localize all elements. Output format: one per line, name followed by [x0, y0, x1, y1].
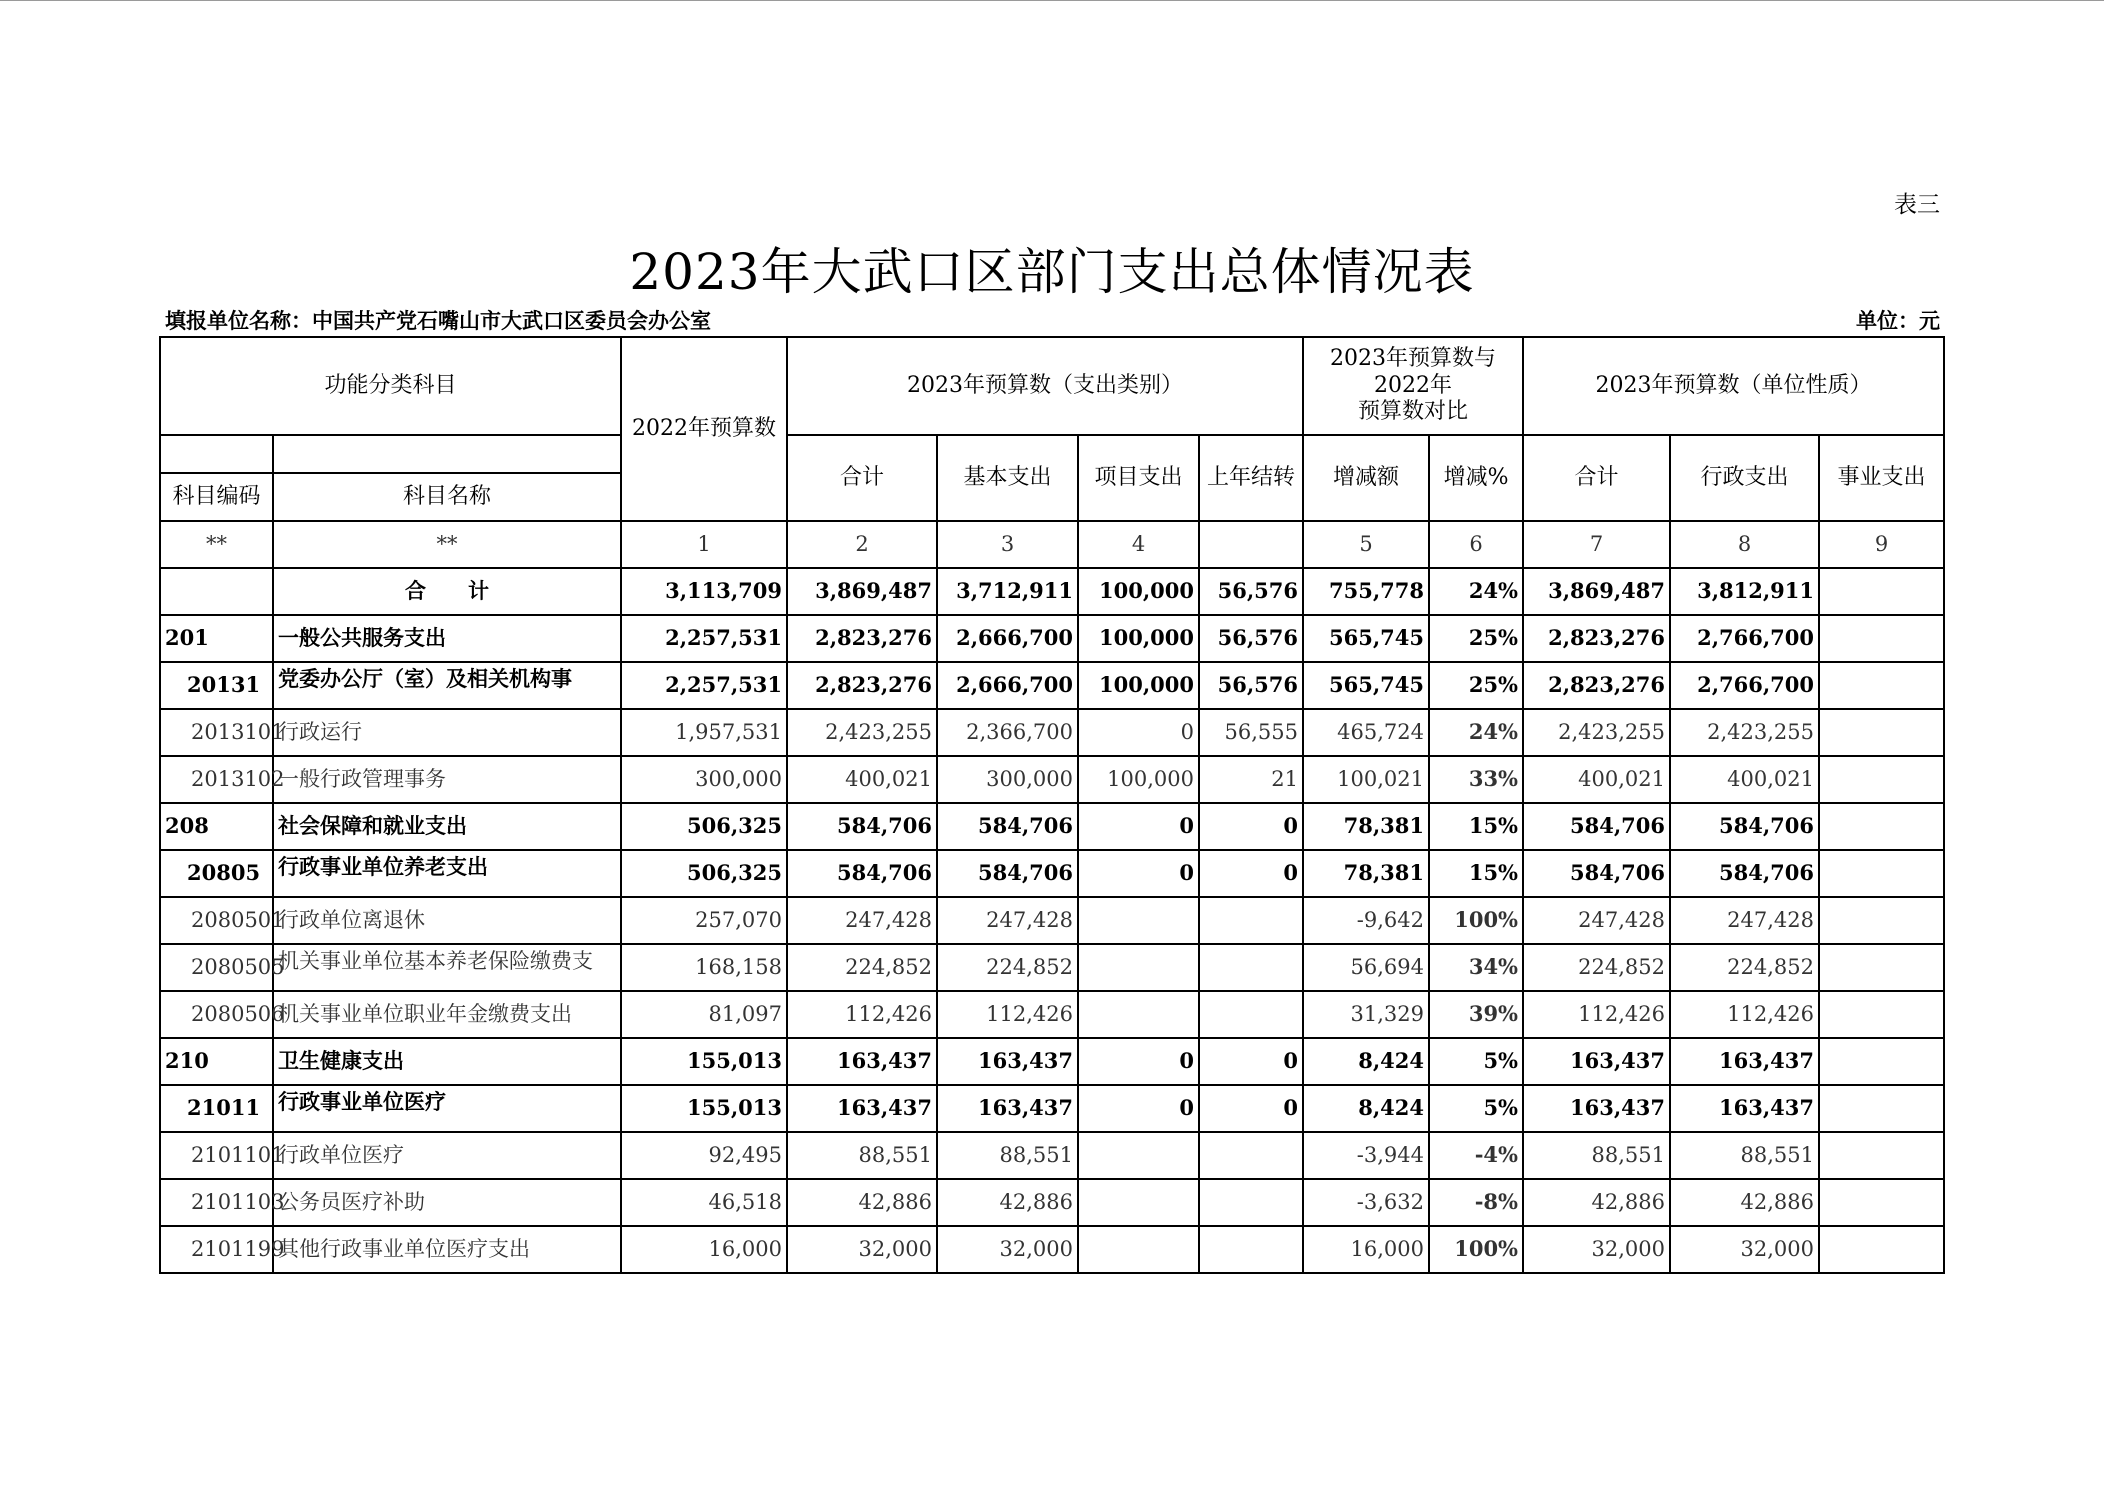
value-cell: 32,000: [1523, 1226, 1670, 1273]
value-cell: [1199, 1179, 1303, 1226]
value-cell: 163,437: [1670, 1085, 1819, 1132]
value-cell: 163,437: [1523, 1038, 1670, 1085]
table-row: [160, 897, 1944, 944]
table-row: [160, 803, 1944, 850]
value-cell: 0: [1078, 850, 1199, 897]
subject-code: 2013102: [160, 756, 273, 803]
subject-name: 社会保障和就业支出: [273, 803, 621, 850]
index-cell: 1: [621, 521, 787, 568]
value-cell: -3,944: [1303, 1132, 1429, 1179]
value-cell: 2,823,276: [787, 662, 937, 709]
subject-code: 2080506: [160, 991, 273, 1038]
value-cell: [1819, 1085, 1944, 1132]
value-cell: 584,706: [787, 803, 937, 850]
page-title: 2023年大武口区部门支出总体情况表: [629, 243, 1475, 301]
subject-name: 机关事业单位职业年金缴费支出: [273, 991, 621, 1038]
value-cell: [1819, 991, 1944, 1038]
header-blank-right: [273, 435, 621, 473]
value-cell: 565,745: [1303, 662, 1429, 709]
value-cell: [1199, 944, 1303, 991]
value-cell: [1078, 1132, 1199, 1179]
value-cell: 100,000: [1078, 615, 1199, 662]
value-cell: 56,576: [1199, 662, 1303, 709]
value-cell: 2,257,531: [621, 615, 787, 662]
value-cell: 257,070: [621, 897, 787, 944]
value-cell: [1819, 709, 1944, 756]
value-cell: 163,437: [1523, 1085, 1670, 1132]
value-cell: [1819, 850, 1944, 897]
table-row: [160, 1132, 1944, 1179]
value-cell: 31,329: [1303, 991, 1429, 1038]
value-cell: [1819, 1179, 1944, 1226]
value-cell: 2,366,700: [937, 709, 1078, 756]
table-row: [160, 1179, 1944, 1226]
value-cell: 42,886: [1670, 1179, 1819, 1226]
value-cell: 0: [1199, 1085, 1303, 1132]
value-cell: 584,706: [1523, 850, 1670, 897]
table-row: [160, 756, 1944, 803]
total-row-value: 3,712,911: [937, 568, 1078, 615]
value-cell: 15%: [1429, 850, 1523, 897]
value-cell: 163,437: [937, 1085, 1078, 1132]
value-cell: -8%: [1429, 1179, 1523, 1226]
total-row-code: [160, 568, 273, 615]
subject-code: 2013101: [160, 709, 273, 756]
value-cell: 0: [1199, 850, 1303, 897]
header-admin: 行政支出: [1670, 435, 1819, 521]
value-cell: [1199, 991, 1303, 1038]
currency-unit: 单位：元: [1856, 308, 1940, 333]
value-cell: 42,886: [937, 1179, 1078, 1226]
value-cell: [1078, 897, 1199, 944]
value-cell: 247,428: [937, 897, 1078, 944]
subject-code: 201: [160, 615, 273, 662]
value-cell: 42,886: [787, 1179, 937, 1226]
reporting-unit-name: 填报单位名称：中国共产党石嘴山市大武口区委员会办公室: [165, 308, 711, 333]
value-cell: 300,000: [621, 756, 787, 803]
value-cell: [1819, 615, 1944, 662]
value-cell: 400,021: [1523, 756, 1670, 803]
value-cell: 100%: [1429, 1226, 1523, 1273]
value-cell: [1819, 944, 1944, 991]
value-cell: 88,551: [937, 1132, 1078, 1179]
value-cell: 506,325: [621, 803, 787, 850]
subject-code: 208: [160, 803, 273, 850]
value-cell: [1078, 944, 1199, 991]
total-row-value: 3,869,487: [787, 568, 937, 615]
value-cell: 584,706: [1670, 850, 1819, 897]
value-cell: 2,823,276: [1523, 615, 1670, 662]
header-budget-2022: 2022年预算数: [621, 337, 787, 521]
value-cell: 2,766,700: [1670, 615, 1819, 662]
value-cell: 16,000: [621, 1226, 787, 1273]
index-cell: 7: [1523, 521, 1670, 568]
value-cell: 2,666,700: [937, 615, 1078, 662]
value-cell: [1199, 897, 1303, 944]
index-cell: 9: [1819, 521, 1944, 568]
value-cell: 584,706: [1670, 803, 1819, 850]
top-border-line: [0, 0, 2104, 1]
total-row-value: 3,812,911: [1670, 568, 1819, 615]
value-cell: 34%: [1429, 944, 1523, 991]
value-cell: [1199, 1132, 1303, 1179]
value-cell: 0: [1078, 709, 1199, 756]
value-cell: 565,745: [1303, 615, 1429, 662]
index-cell: 8: [1670, 521, 1819, 568]
index-cell: 6: [1429, 521, 1523, 568]
value-cell: [1078, 1226, 1199, 1273]
value-cell: 100%: [1429, 897, 1523, 944]
header-code: 科目编码: [160, 473, 273, 521]
header-project: 项目支出: [1078, 435, 1199, 521]
value-cell: 584,706: [937, 850, 1078, 897]
value-cell: 100,000: [1078, 756, 1199, 803]
value-cell: 506,325: [621, 850, 787, 897]
value-cell: [1819, 1038, 1944, 1085]
value-cell: 78,381: [1303, 850, 1429, 897]
value-cell: 112,426: [1670, 991, 1819, 1038]
value-cell: 163,437: [1670, 1038, 1819, 1085]
value-cell: 81,097: [621, 991, 787, 1038]
value-cell: 2,823,276: [1523, 662, 1670, 709]
value-cell: 247,428: [1670, 897, 1819, 944]
total-row-value: 3,869,487: [1523, 568, 1670, 615]
value-cell: 46,518: [621, 1179, 787, 1226]
total-row-value: 755,778: [1303, 568, 1429, 615]
header-function-category: 功能分类科目: [160, 337, 621, 435]
subject-name: 一般行政管理事务: [273, 756, 621, 803]
value-cell: [1078, 991, 1199, 1038]
value-cell: [1819, 662, 1944, 709]
value-cell: 32,000: [1670, 1226, 1819, 1273]
value-cell: 0: [1078, 803, 1199, 850]
total-row-label: 合 计: [273, 568, 621, 615]
value-cell: 155,013: [621, 1085, 787, 1132]
value-cell: 224,852: [1670, 944, 1819, 991]
value-cell: -4%: [1429, 1132, 1523, 1179]
value-cell: -9,642: [1303, 897, 1429, 944]
table-number: 表三: [1894, 192, 1940, 218]
value-cell: 300,000: [937, 756, 1078, 803]
value-cell: 224,852: [1523, 944, 1670, 991]
value-cell: 16,000: [1303, 1226, 1429, 1273]
value-cell: 224,852: [787, 944, 937, 991]
table-row: [160, 1038, 1944, 1085]
table-row: [160, 1085, 1944, 1132]
subject-code: 2101199: [160, 1226, 273, 1273]
value-cell: 584,706: [1523, 803, 1670, 850]
total-row-value: 56,576: [1199, 568, 1303, 615]
value-cell: -3,632: [1303, 1179, 1429, 1226]
value-cell: 25%: [1429, 615, 1523, 662]
table-row: [160, 615, 1944, 662]
header-basic: 基本支出: [937, 435, 1078, 521]
header-institution: 事业支出: [1819, 435, 1944, 521]
value-cell: [1819, 756, 1944, 803]
value-cell: 2,423,255: [1523, 709, 1670, 756]
index-cell: 5: [1303, 521, 1429, 568]
value-cell: 0: [1199, 1038, 1303, 1085]
index-cell: **: [273, 521, 621, 568]
value-cell: [1078, 1179, 1199, 1226]
index-cell: 4: [1078, 521, 1199, 568]
value-cell: 21: [1199, 756, 1303, 803]
table-row: [160, 1226, 1944, 1273]
total-row-value: 24%: [1429, 568, 1523, 615]
value-cell: 88,551: [1670, 1132, 1819, 1179]
value-cell: 39%: [1429, 991, 1523, 1038]
value-cell: 32,000: [787, 1226, 937, 1273]
value-cell: 2,766,700: [1670, 662, 1819, 709]
subject-name: 行政事业单位养老支出: [273, 850, 621, 897]
header-total: 合计: [787, 435, 937, 521]
value-cell: [1819, 1226, 1944, 1273]
value-cell: 112,426: [1523, 991, 1670, 1038]
header-total2: 合计: [1523, 435, 1670, 521]
value-cell: 2,423,255: [1670, 709, 1819, 756]
total-row-value: 3,113,709: [621, 568, 787, 615]
value-cell: 584,706: [787, 850, 937, 897]
value-cell: 224,852: [937, 944, 1078, 991]
value-cell: 163,437: [787, 1038, 937, 1085]
subject-name: 公务员医疗补助: [273, 1179, 621, 1226]
value-cell: 163,437: [937, 1038, 1078, 1085]
value-cell: 32,000: [937, 1226, 1078, 1273]
value-cell: 247,428: [1523, 897, 1670, 944]
value-cell: 2,666,700: [937, 662, 1078, 709]
value-cell: 2,423,255: [787, 709, 937, 756]
index-cell: **: [160, 521, 273, 568]
value-cell: 2,823,276: [787, 615, 937, 662]
table-row: [160, 991, 1944, 1038]
header-change-amount: 增减额: [1303, 435, 1429, 521]
subject-name: 行政事业单位医疗: [273, 1085, 621, 1132]
value-cell: [1199, 1226, 1303, 1273]
expenditure-table: [159, 336, 1945, 1274]
header-carryover: 上年结转: [1199, 435, 1303, 521]
header-group-compare: 2023年预算数与 2022年 预算数对比: [1303, 337, 1523, 435]
value-cell: 400,021: [787, 756, 937, 803]
value-cell: 78,381: [1303, 803, 1429, 850]
index-cell: 2: [787, 521, 937, 568]
header-group-unit-nature: 2023年预算数（单位性质）: [1523, 337, 1944, 435]
subject-code: 2101103: [160, 1179, 273, 1226]
value-cell: 42,886: [1523, 1179, 1670, 1226]
value-cell: 1,957,531: [621, 709, 787, 756]
subject-code: 2080501: [160, 897, 273, 944]
header-change-pct: 增减%: [1429, 435, 1523, 521]
table-row: [160, 944, 1944, 991]
value-cell: 5%: [1429, 1038, 1523, 1085]
subject-code: 2080505: [160, 944, 273, 991]
value-cell: 88,551: [787, 1132, 937, 1179]
value-cell: 155,013: [621, 1038, 787, 1085]
value-cell: [1819, 803, 1944, 850]
index-cell: 3: [937, 521, 1078, 568]
value-cell: 163,437: [787, 1085, 937, 1132]
value-cell: 0: [1078, 1085, 1199, 1132]
value-cell: 8,424: [1303, 1038, 1429, 1085]
subject-name: 一般公共服务支出: [273, 615, 621, 662]
subject-code: 210: [160, 1038, 273, 1085]
table-row: [160, 850, 1944, 897]
total-row-value: 100,000: [1078, 568, 1199, 615]
value-cell: 465,724: [1303, 709, 1429, 756]
value-cell: 25%: [1429, 662, 1523, 709]
subject-code: 2101101: [160, 1132, 273, 1179]
subject-name: 卫生健康支出: [273, 1038, 621, 1085]
value-cell: 8,424: [1303, 1085, 1429, 1132]
subject-code: 20131: [160, 662, 273, 709]
subject-name: 行政单位离退休: [273, 897, 621, 944]
value-cell: 2,257,531: [621, 662, 787, 709]
value-cell: 400,021: [1670, 756, 1819, 803]
value-cell: 92,495: [621, 1132, 787, 1179]
value-cell: 168,158: [621, 944, 787, 991]
subject-name: 行政运行: [273, 709, 621, 756]
value-cell: 112,426: [937, 991, 1078, 1038]
value-cell: 0: [1078, 1038, 1199, 1085]
subject-name: 其他行政事业单位医疗支出: [273, 1226, 621, 1273]
value-cell: 100,000: [1078, 662, 1199, 709]
value-cell: 100,021: [1303, 756, 1429, 803]
value-cell: 112,426: [787, 991, 937, 1038]
value-cell: 33%: [1429, 756, 1523, 803]
value-cell: [1819, 897, 1944, 944]
value-cell: 15%: [1429, 803, 1523, 850]
value-cell: 247,428: [787, 897, 937, 944]
subject-name: 行政单位医疗: [273, 1132, 621, 1179]
value-cell: 0: [1199, 803, 1303, 850]
value-cell: 88,551: [1523, 1132, 1670, 1179]
value-cell: 56,576: [1199, 615, 1303, 662]
table-row: [160, 709, 1944, 756]
subject-name: 机关事业单位基本养老保险缴费支: [273, 944, 621, 991]
value-cell: 56,555: [1199, 709, 1303, 756]
subject-name: 党委办公厅（室）及相关机构事: [273, 662, 621, 709]
header-group-expense-type: 2023年预算数（支出类别）: [787, 337, 1303, 435]
subject-code: 21011: [160, 1085, 273, 1132]
value-cell: 5%: [1429, 1085, 1523, 1132]
total-row-value: [1819, 568, 1944, 615]
value-cell: 584,706: [937, 803, 1078, 850]
index-cell: [1199, 521, 1303, 568]
value-cell: 24%: [1429, 709, 1523, 756]
subject-code: 20805: [160, 850, 273, 897]
value-cell: [1819, 1132, 1944, 1179]
header-blank-left: [160, 435, 273, 473]
header-name: 科目名称: [273, 473, 621, 521]
table-row: [160, 662, 1944, 709]
value-cell: 56,694: [1303, 944, 1429, 991]
